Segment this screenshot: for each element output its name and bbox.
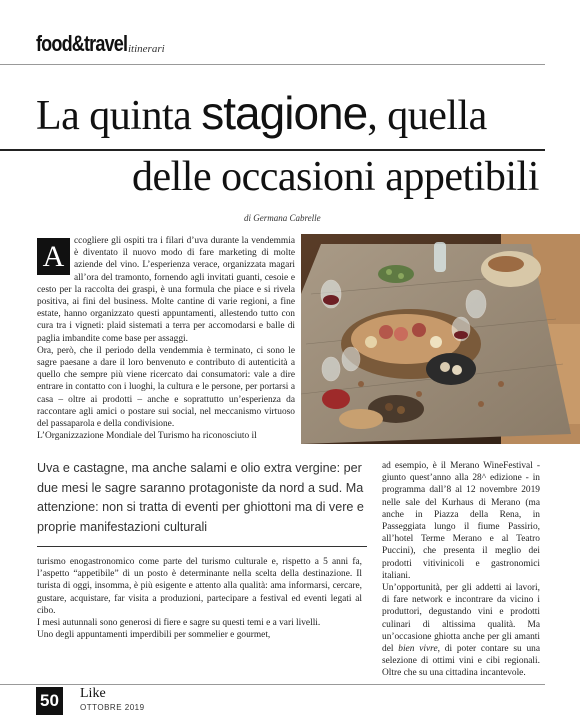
body-paragraph: ad esempio, è il Merano WineFestival - giunto quest’anno alla 28^ edizione - in programma dall’8 al 12 novembre 2019 nelle sale del Kurhaus di Merano (ma anche in Piazza della Rena, in Passeggiata lungo il fiume Passirio, all’hotel Terme Merano e al Teatro Puccini), che presenta il meglio dei prodotti vitivinicoli e gastronomici italiani. [382,461,540,581]
section-label: itinerari [128,43,165,55]
issue-date: OTTOBRE 2019 [80,703,145,712]
headline-divider [0,149,545,151]
pull-quote-divider [37,546,367,547]
body-right-column [382,460,540,680]
headline-emphasis: stagione [201,87,368,139]
body-paragraph: Uno degli appuntamenti imperdibili per sommelier e gourmet, [37,630,271,641]
intro-text [37,235,295,442]
intro-paragraph-1 [37,235,295,345]
magazine-logo: Like [80,686,106,701]
headline-text: La quinta [36,93,202,139]
body-text: , di poter contare su una selezione di ottimi vini e cibi regionali. Oltre che su una cittadina incantevole. [382,644,540,679]
photo-illustration [301,234,580,444]
body-paragraph: I mesi autunnali sono generosi di fiere e sagre su questi temi e a vari livelli. [37,618,321,629]
body-paragraph: turismo enogastronomico come parte del turismo culturale e, rispetto a 5 anni fa, l’aspetto “appetibile” di un posto è determinante nella scelta della destinazione. Il turista di oggi, insomma, è più esigente e attento alla qualità: ama informarsi, cercare, gustare, acquistare, far visita a produzioni, partecipare a festival ed eventi legati al cibo. [37,557,362,616]
table-with-food-and-wine-photo [301,234,580,444]
header-divider [0,64,545,65]
body-italic-text: bien vivre [398,644,438,655]
intro-paragraph-2: Ora, però, che il periodo della vendemmia è terminato, ci sono le sagre paesane a dare il loro benvenuto e contributo di autenticità a quello che sempre più viene ricercato dai consumatori: vale a dire entrare in contatto con i luoghi, la cultura e le persone, per portarsi a casa – oltre ai prodotti – anche e soprattutto un’esperienza da raccontare agli amici o postare sui social, nel meccanismo virtuoso del passaparola e della condivisione. [37,345,295,430]
intro-paragraph-3: L’Organizzazione Mondiale del Turismo ha riconosciuto il [37,431,257,442]
dropcap: A [37,238,70,275]
headline-line-1 [36,86,487,140]
brand-logo: food&travel [36,31,128,56]
pull-quote: Uva e castagne, ma anche salami e olio extra vergine: per due mesi le sagre saranno protagoniste da nord a sud. Ma attenzione: non si tratta di eventi per ghiottoni ma di vere e proprie manifestazioni culturali [37,461,364,534]
intro-paragraph-1-text: ccogliere gli ospiti tra i filari d’uva durante la vendemmia è diventato il nuovo modo di fare marketing di molte aziende del vino. L’esperienza verace, organizzata magari all’ora del tramonto, fornendo agli invitati guanti, cesoie e cesto per la raccolta dei graspi, è una formula che piace e si rivela positiva, ai fini del business. Molte cantine di varie regioni, a fine estate, hanno organizzato questi appuntamenti, allestendo tutto con cura tra i vigneti: plaid sistemati a terra per accomodarsi e balle di paglia imbandite come base per assaggi. [37,236,295,344]
page-number: 50 [36,687,63,715]
footer-divider [0,684,545,685]
body-left-column [37,556,362,641]
body-paragraph [382,582,540,680]
headline-text-end: , quella [367,93,487,139]
body-text: Un’opportunità, per gli addetti ai lavori, di fare network e incontrare da vicino i produttori, degustando vini e prodotti culinari di altissima qualità. Ma un’occasione ghiotta anche per gli amanti del [382,583,540,655]
headline-line-2: delle occasioni appetibili [132,154,539,200]
byline: di Germana Cabrelle [244,213,321,223]
